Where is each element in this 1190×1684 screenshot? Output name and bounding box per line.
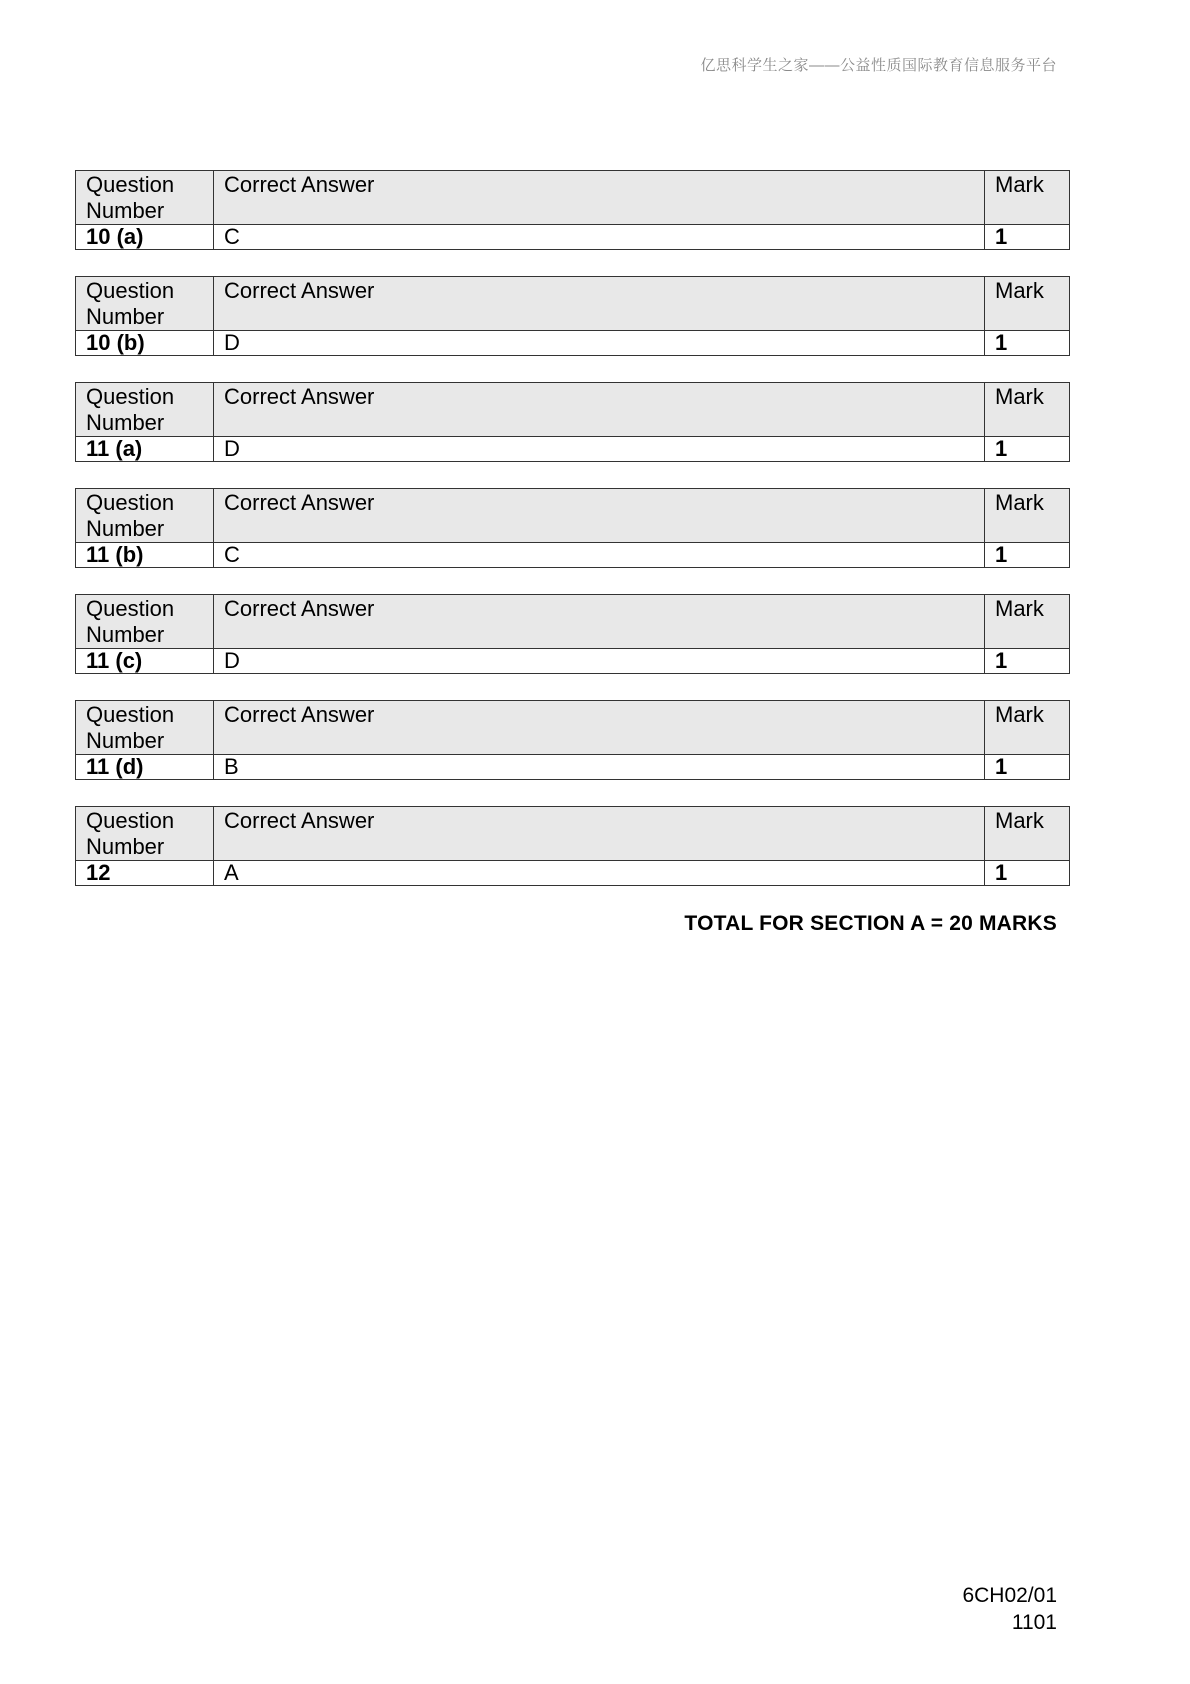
mark-table [75,806,1070,886]
mark-header: Mark [985,383,1070,437]
correct-answer-header: Correct Answer [214,171,985,225]
correct-answer-header: Correct Answer [214,489,985,543]
mark-cell: 1 [985,755,1070,780]
table-header-row [76,807,1070,861]
question-number-header: Question Number [76,171,214,225]
answer-cell: B [214,755,985,780]
table-header-row [76,489,1070,543]
table-header-row [76,383,1070,437]
table-row [76,543,1070,568]
mark-header: Mark [985,595,1070,649]
question-number-cell: 11 (a) [76,437,214,462]
mark-header: Mark [985,171,1070,225]
correct-answer-header: Correct Answer [214,277,985,331]
question-number-header: Question Number [76,701,214,755]
table-row [76,225,1070,250]
answer-cell: C [214,225,985,250]
table-row [76,331,1070,356]
question-number-header: Question Number [76,807,214,861]
question-number-header: Question Number [76,277,214,331]
answer-cell: D [214,331,985,356]
table-header-row [76,171,1070,225]
table-row [76,861,1070,886]
question-number-cell: 12 [76,861,214,886]
mark-header: Mark [985,807,1070,861]
question-number-cell: 11 (b) [76,543,214,568]
page-footer [962,1582,1057,1636]
mark-table [75,382,1070,462]
mark-table [75,170,1070,250]
mark-cell: 1 [985,649,1070,674]
mark-scheme-tables [75,170,1070,912]
answer-cell: D [214,437,985,462]
table-header-row [76,701,1070,755]
mark-header: Mark [985,701,1070,755]
question-number-header: Question Number [76,383,214,437]
mark-cell: 1 [985,225,1070,250]
mark-table [75,594,1070,674]
mark-header: Mark [985,489,1070,543]
table-row [76,755,1070,780]
paper-date: 1101 [1011,1611,1057,1634]
header-watermark: 亿思科学生之家——公益性质国际教育信息服务平台 [700,57,1057,74]
mark-table [75,488,1070,568]
mark-cell: 1 [985,861,1070,886]
mark-header: Mark [985,277,1070,331]
question-number-header: Question Number [76,595,214,649]
correct-answer-header: Correct Answer [214,383,985,437]
mark-cell: 1 [985,331,1070,356]
mark-table [75,276,1070,356]
answer-cell: D [214,649,985,674]
question-number-cell: 10 (b) [76,331,214,356]
answer-cell: A [214,861,985,886]
mark-cell: 1 [985,543,1070,568]
section-total: TOTAL FOR SECTION A = 20 MARKS [684,912,1057,935]
table-header-row [76,277,1070,331]
mark-table [75,700,1070,780]
mark-cell: 1 [985,437,1070,462]
paper-code: 6CH02/01 [962,1584,1057,1607]
correct-answer-header: Correct Answer [214,701,985,755]
answer-cell: C [214,543,985,568]
table-header-row [76,595,1070,649]
question-number-cell: 11 (c) [76,649,214,674]
correct-answer-header: Correct Answer [214,595,985,649]
question-number-cell: 11 (d) [76,755,214,780]
question-number-cell: 10 (a) [76,225,214,250]
table-row [76,649,1070,674]
question-number-header: Question Number [76,489,214,543]
correct-answer-header: Correct Answer [214,807,985,861]
table-row [76,437,1070,462]
